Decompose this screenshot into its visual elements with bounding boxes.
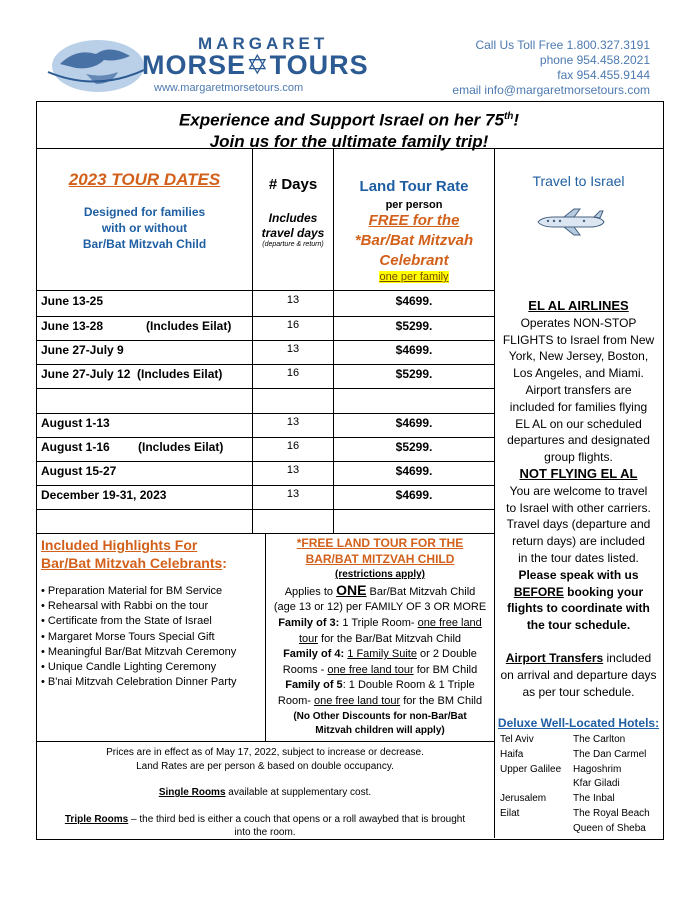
- tour-dates: June 27-July 12 (Includes Eilat): [41, 367, 223, 381]
- contact-block: [418, 38, 650, 98]
- transfers-line: as per tour schedule.: [522, 684, 635, 699]
- hotel-name: Hagoshrim: [573, 763, 622, 775]
- tour-rate: $4699.: [395, 464, 433, 478]
- headline-sup: th: [503, 111, 514, 122]
- elal-line: Operates NON-STOP: [520, 315, 637, 330]
- highlights-colon: :: [222, 555, 227, 571]
- dates-sub-1: Designed for families: [83, 205, 206, 219]
- hotel-city: Upper Galilee: [500, 763, 562, 775]
- hotel-row: [500, 807, 660, 822]
- brand-top: MARGARET: [198, 34, 329, 53]
- footer-line: available at supplementary cost.: [225, 787, 372, 799]
- tour-days: 16: [286, 319, 300, 331]
- tour-dates: August 1-16: [41, 440, 110, 454]
- dates-sub-3: Bar/Bat Mitzvah Child: [82, 237, 207, 251]
- rate-free-3: Celebrant: [379, 252, 449, 269]
- highlight-text: Preparation Material for BM Service: [47, 585, 223, 597]
- elal-line: Airport transfers are: [525, 382, 632, 397]
- tour-dates-title: 2023 TOUR DATES: [68, 170, 221, 189]
- tour-rate: $5299.: [395, 319, 433, 333]
- tour-rate: $4699.: [395, 416, 433, 430]
- tour-dates: August 1-13: [41, 416, 110, 430]
- free-text: for BM Child: [413, 663, 478, 676]
- contact-email[interactable]: email info@margaretmorsetours.com: [452, 83, 650, 97]
- free-text: one free land tour: [313, 694, 401, 707]
- tour-days: 13: [286, 488, 300, 500]
- highlights: [41, 536, 263, 690]
- highlight-item: • B'nai Mitzvah Celebration Dinner Party: [41, 676, 237, 689]
- tour-dates: December 19-31, 2023: [41, 488, 167, 502]
- tour-rate: $4699.: [395, 343, 433, 357]
- hotel-row: [500, 748, 660, 763]
- tour-days: 13: [286, 343, 300, 355]
- free-text: Applies to: [284, 585, 337, 598]
- tour-rate: $4699.: [395, 294, 433, 308]
- highlight-text: B'nai Mitzvah Celebration Dinner Party: [47, 676, 237, 689]
- tour-note: (Includes Eilat): [146, 319, 232, 333]
- free-text: Room-: [277, 694, 314, 707]
- hotel-row: [500, 733, 660, 748]
- family-4-label: Family of 4:: [283, 648, 345, 661]
- triple-rooms-label: Triple Rooms: [64, 813, 129, 825]
- transfers-line: on arrival and departure days: [500, 667, 657, 682]
- brand-name: MORSE✡TOURS: [142, 50, 369, 80]
- highlight-text: Margaret Morse Tours Special Gift: [47, 630, 215, 643]
- free-age-line: (age 13 or 12) per FAMILY OF 3 OR MORE: [273, 601, 487, 614]
- not-elal-line: to Israel with other carriers.: [506, 500, 651, 515]
- elal-line: group flights.: [544, 450, 613, 465]
- highlight-item: • Meaningful Bar/Bat Mitzvah Ceremony: [41, 645, 237, 658]
- speak-line: the tour schedule.: [526, 618, 631, 633]
- hotel-row: [500, 822, 660, 837]
- elal-line: FLIGHTS to Israel from New: [502, 332, 655, 347]
- hotel-name: Kfar Giladi: [573, 778, 620, 790]
- days-title: # Days: [268, 176, 318, 193]
- free-restrictions: (restrictions apply): [334, 569, 426, 581]
- elal-line: York, New Jersey, Boston,: [508, 349, 649, 364]
- footer-line: Land Rates are per person & based on double occupancy.: [136, 760, 394, 772]
- free-text: Rooms -: [282, 663, 328, 676]
- free-text: for the Bar/Bat Mitzvah Child: [317, 632, 462, 645]
- tour-dates: June 13-25: [41, 294, 104, 308]
- hotel-row: [500, 763, 660, 778]
- headline-line1: Experience and Support Israel on her 75: [178, 110, 504, 130]
- free-text: one free land tour: [327, 663, 414, 676]
- hotel-row: [500, 777, 660, 792]
- rate-limit: one per family: [379, 271, 449, 283]
- hotel-name: The Carlton: [573, 734, 626, 745]
- tour-dates: June 27-July 9: [41, 343, 124, 357]
- days-sub-1: Includes: [268, 211, 318, 225]
- highlight-text: Unique Candle Lighting Ceremony: [47, 661, 217, 674]
- free-title-1: *FREE LAND TOUR FOR THE: [296, 536, 464, 550]
- tour-days: 16: [286, 367, 300, 379]
- contact-toll-free: Call Us Toll Free 1.800.327.3191: [475, 38, 650, 52]
- free-tour: [266, 536, 494, 738]
- headline: [36, 106, 662, 152]
- tour-dates: August 15-27: [41, 464, 117, 478]
- headline-line1-end: !: [513, 110, 520, 130]
- family-3-label: Family of 3:: [278, 616, 340, 629]
- hotels-title: Deluxe Well-Located Hotels:: [497, 716, 660, 730]
- footer-line: – the third bed is either a couch that opens or a roll awaybed that is brought: [128, 813, 466, 825]
- free-text: 1 Triple Room-: [339, 616, 418, 629]
- contact-phone: phone 954.458.2021: [539, 53, 650, 67]
- tour-rate: $4699.: [395, 488, 433, 502]
- highlights-title-2: Bar/Bat Mitzvah Celebrants: [41, 555, 223, 571]
- hotel-name: Queen of Sheba: [573, 822, 646, 834]
- tour-days: 13: [286, 294, 300, 306]
- elal-line: Los Angeles, and Miami.: [513, 366, 644, 381]
- tour-days: 13: [286, 464, 300, 476]
- not-elal-line: return days) are included: [512, 534, 645, 549]
- hotels-list: [500, 733, 660, 837]
- footer-line: into the room.: [234, 827, 296, 839]
- hotel-name: The Dan Carmel: [573, 748, 647, 760]
- tour-dates: June 13-28: [41, 319, 104, 333]
- highlight-item: • Rehearsal with Rabbi on the tour: [41, 600, 209, 613]
- hotel-name: The Royal Beach: [573, 807, 650, 819]
- days-note: (departure & return): [262, 241, 324, 248]
- days-sub-2: travel days: [261, 226, 325, 240]
- rate-free-2: *Bar/Bat Mitzvah: [354, 232, 474, 249]
- transfers-title: Airport Transfers: [505, 650, 604, 665]
- tour-dates-header: [37, 170, 252, 252]
- highlights-title-1: Included Highlights For: [41, 537, 198, 553]
- contact-fax: fax 954.455.9144: [557, 68, 650, 82]
- highlight-text: Certificate from the State of Israel: [47, 615, 212, 628]
- elal-line: included for families flying: [509, 399, 648, 414]
- highlight-item: • Certificate from the State of Israel: [41, 615, 212, 628]
- elal-line: departures and designated: [507, 433, 650, 448]
- hotel-row: [500, 792, 660, 807]
- free-text: one free land: [417, 616, 482, 629]
- tour-rate: $5299.: [395, 367, 433, 381]
- not-elal-title: NOT FLYING EL AL: [519, 465, 638, 481]
- logo: [46, 34, 376, 96]
- travel-info: [495, 298, 662, 700]
- no-discount: (No Other Discounts for non-Bar/Bat: [293, 710, 467, 722]
- hotel-city: Haifa: [500, 748, 524, 760]
- no-discount: Mitzvah children will apply): [315, 724, 445, 736]
- elal-line: EL AL on our scheduled: [515, 416, 642, 431]
- free-one: ONE: [336, 581, 367, 598]
- hotel-city: Tel Aviv: [500, 734, 534, 745]
- highlight-item: • Unique Candle Lighting Ceremony: [41, 661, 217, 674]
- rate-header: [334, 178, 494, 283]
- rate-free-1: FREE for the: [368, 212, 460, 229]
- speak-line: flights to coordinate with: [507, 601, 650, 616]
- highlight-item: • Preparation Material for BM Service: [41, 585, 223, 597]
- family-5-label: Family of 5: [285, 679, 343, 692]
- speak-before: BEFORE: [513, 584, 564, 599]
- brand-url[interactable]: www.margaretmorsetours.com: [154, 82, 304, 94]
- free-text: or 2 Double: [416, 648, 477, 661]
- free-text: tour: [298, 632, 318, 645]
- travel-title: Travel to Israel: [532, 173, 625, 189]
- not-elal-line: Travel days (departure and: [506, 517, 651, 532]
- transfers-rest: included: [603, 650, 652, 665]
- airplane-icon: [534, 208, 606, 236]
- speak-line: Please speak with us: [518, 567, 639, 582]
- free-text: 1 Family Suite: [347, 648, 417, 661]
- globe-icon: [46, 34, 146, 94]
- free-text: for the BM Child: [400, 694, 483, 707]
- speak-line: booking your: [563, 584, 644, 599]
- rate-per: per person: [385, 199, 443, 211]
- hotel-name: The Inbal: [573, 793, 615, 805]
- tour-rate: $5299.: [395, 440, 433, 454]
- headline-line2: Join us for the ultimate family trip!: [209, 131, 489, 151]
- highlight-text: Rehearsal with Rabbi on the tour: [47, 600, 209, 613]
- free-text: Bar/Bat Mitzvah Child: [366, 585, 476, 598]
- dates-sub-2: with or without: [101, 221, 188, 235]
- elal-title: EL AL AIRLINES: [528, 298, 629, 313]
- footer-line: Prices are in effect as of May 17, 2022, subject to increase or decrease.: [106, 747, 424, 758]
- footer-notes: [37, 746, 493, 840]
- not-elal-line: You are welcome to travel: [509, 483, 648, 498]
- hotel-city: Eilat: [500, 807, 520, 819]
- tour-days: 13: [286, 416, 300, 428]
- highlight-item: • Margaret Morse Tours Special Gift: [41, 630, 215, 643]
- not-elal-line: in the tour dates listed.: [518, 550, 639, 565]
- free-title-2: BAR/BAT MITZVAH CHILD: [305, 551, 455, 566]
- tour-note: (Includes Eilat): [138, 440, 224, 454]
- rate-title: Land Tour Rate: [359, 178, 469, 195]
- tour-days: 16: [286, 440, 300, 452]
- free-text: : 1 Double Room & 1 Triple: [342, 679, 475, 692]
- highlight-text: Meaningful Bar/Bat Mitzvah Ceremony: [47, 645, 237, 658]
- single-rooms-label: Single Rooms: [158, 787, 226, 799]
- days-header: [253, 176, 333, 248]
- hotel-city: Jerusalem: [500, 793, 547, 805]
